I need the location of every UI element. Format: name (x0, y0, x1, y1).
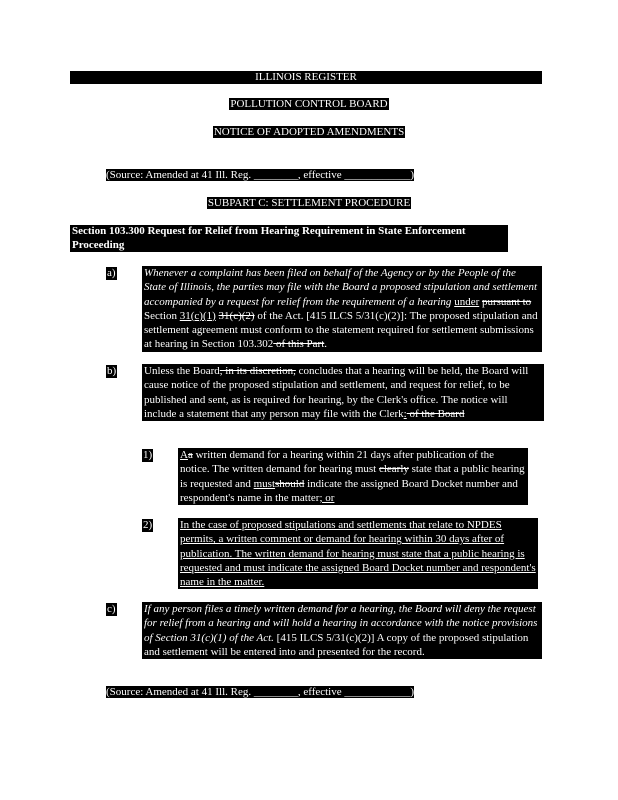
item-b2-text: In the case of proposed stipulations and settlements that relate to NPDES permits, a written comment or demand for hearing within 30 days after of publication. The written demand for hearing must state that a public hearing is requested and must indicate the assigned Board Docket number and respondent's name in the matter. (178, 518, 538, 589)
subpart-heading: SUBPART C: SETTLEMENT PROCEDURE (207, 197, 411, 209)
section-title: Section 103.300 Request for Relief from Hearing Requirement in State Enforcement Proceeding (70, 225, 508, 252)
item-b2-label: 2) (143, 519, 153, 531)
board-header: POLLUTION CONTROL BOARD (230, 98, 388, 110)
item-a-label: a) (107, 267, 116, 279)
item-b1-text: Aa written demand for a hearing within 21 days after publication of the notice. The written demand for hearing must clearly state that a public hearing is requested and mustshould indicate the assigned Board Docket number and respondent's name in the matter; or (178, 448, 528, 505)
item-b1-label: 1) (143, 449, 153, 461)
item-b-text: Unless the Board, in its discretion, concludes that a hearing will be held, the Board will cause notice of the proposed stipulation and settlement, and request for relief, to be published and sent, as is required for hearing, by the Clerk's office. The notice will include a statement that any person may file with the Clerk: of the Board (142, 364, 544, 421)
item-c-label: c) (107, 603, 116, 615)
item-b-label: b) (107, 365, 117, 377)
notice-header: NOTICE OF ADOPTED AMENDMENTS (213, 126, 405, 138)
item-c-text: If any person files a timely written demand for a hearing, the Board will deny the request for relief from a hearing and will hold a hearing in accordance with the notice provisions of Section 31(c)(1) of the Act. [415 ILCS 5/31(c)(2)] A copy of the proposed stipulation and settlement will be entered into and presented for the record. (142, 602, 542, 659)
source-note-top: (Source: Amended at 41 Ill. Reg. ________, effective ____________) (106, 169, 415, 181)
item-a-text: Whenever a complaint has been filed on behalf of the Agency or by the People of the State of Illinois, the parties may file with the Board a proposed stipulation and settlement accompanied by a request for relief from the requirement of a hearing under pursuant to Section 31(c)(1) 31(c)(2) of the Act. [415 ILCS 5/31(c)(2)]: The proposed stipulation and settlement agreement must conform to the statement required for settlement submissions at hearing in Section 103.302 of this Part. (142, 266, 542, 352)
register-header: ILLINOIS REGISTER (70, 71, 542, 84)
source-note-bottom: (Source: Amended at 41 Ill. Reg. ________, effective ____________) (106, 686, 415, 698)
